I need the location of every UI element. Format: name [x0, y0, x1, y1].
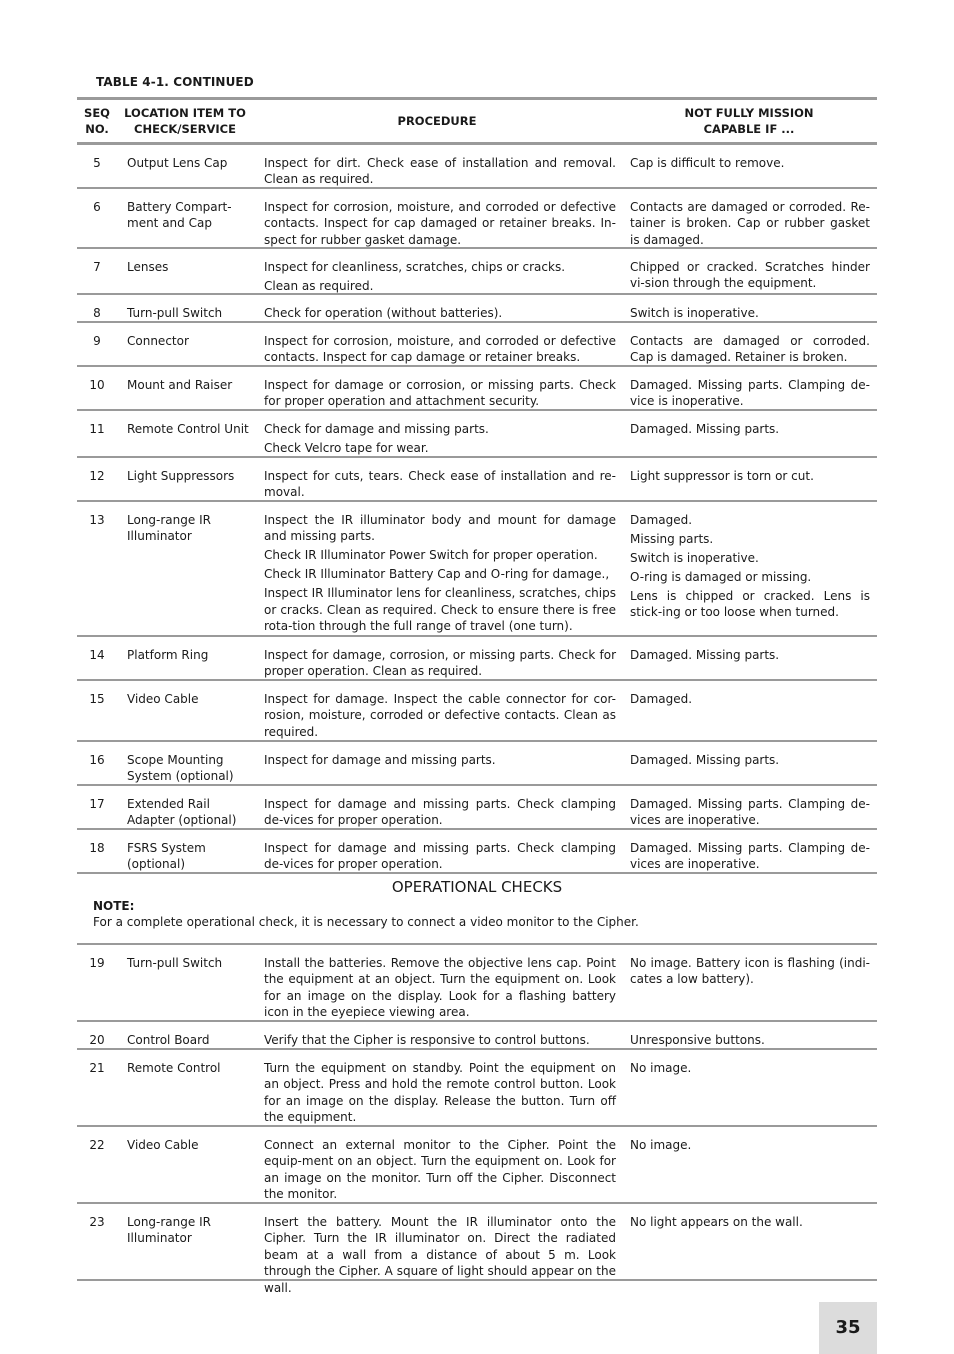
procedure-text: Insert the battery. Mount the IR illuminator onto the Cipher. Turn the IR illuminator on. Direct the radiated beam at a wall from a distance of about 5 m. Look through the Cipher. A square of light should appear on the wall. — [264, 1215, 616, 1295]
location-item: Battery Compart-ment and Cap — [127, 200, 232, 231]
table-row — [77, 681, 877, 742]
table-row — [77, 1204, 877, 1295]
procedure-cell — [264, 155, 616, 188]
procedure-text: Inspect for damage and missing parts. — [264, 753, 496, 767]
seq-number: 17 — [89, 797, 105, 811]
procedure-text: Inspect for damage or corrosion, or missing parts. Check for proper operation and attachment security. — [264, 378, 616, 409]
seq-number: 20 — [89, 1033, 105, 1047]
table-row — [77, 1127, 877, 1204]
procedure-text: Verify that the Cipher is responsive to control buttons. — [264, 1033, 590, 1047]
procedure-text: Inspect for damage and missing parts. Check clamping de-vices for proper operation. — [264, 797, 616, 828]
inspection-rows — [77, 145, 877, 874]
nfmc-text: Contacts are damaged or corroded. Re-tainer is broken. Cap or rubber gasket is damaged. — [630, 200, 870, 247]
nfmc-text: Damaged. — [630, 692, 693, 706]
procedure-cell — [264, 1214, 616, 1296]
procedure-cell — [264, 691, 616, 740]
procedure-cell — [264, 1060, 616, 1126]
header-location: LOCATION ITEM TO CHECK/SERVICE — [124, 106, 246, 136]
nfmc-text: No image. — [630, 1138, 692, 1152]
nfmc-cell — [630, 1060, 870, 1076]
table-row — [77, 830, 877, 874]
note-text: For a complete operational check, it is necessary to connect a video monitor to the Cipher. — [93, 915, 639, 929]
nfmc-text: Damaged. — [630, 513, 693, 527]
nfmc-text: No image. Battery icon is flashing (indi-cates a low battery). — [630, 956, 870, 987]
procedure-text: Inspect for cleanliness, scratches, chips or cracks. — [264, 260, 566, 274]
operational-checks-section — [77, 874, 877, 945]
table-caption: TABLE 4-1. CONTINUED — [96, 75, 254, 89]
location-item: Scope Mounting System (optional) — [127, 753, 234, 784]
table-row — [77, 945, 877, 1022]
location-item: Extended Rail Adapter (optional) — [127, 797, 237, 828]
table-row — [77, 145, 877, 189]
nfmc-text: Damaged. Missing parts. Clamping de-vices are inoperative. — [630, 841, 870, 872]
nfmc-cell — [630, 377, 870, 410]
location-item: Output Lens Cap — [127, 156, 228, 170]
nfmc-text: Contacts are damaged or corroded. Cap is damaged. Retainer is broken. — [630, 334, 870, 365]
procedure-cell — [264, 752, 616, 768]
header-procedure: PROCEDURE — [397, 114, 477, 128]
procedure-text: Inspect for damage, corrosion, or missing parts. Check for proper operation. Clean as required. — [264, 648, 616, 679]
seq-number: 5 — [93, 156, 101, 170]
procedure-cell — [264, 796, 616, 829]
nfmc-text: Damaged. Missing parts. Clamping de-vice is inoperative. — [630, 378, 870, 409]
nfmc-text: Damaged. Missing parts. — [630, 422, 780, 436]
location-item: Connector — [127, 334, 189, 348]
nfmc-text: Damaged. Missing parts. — [630, 648, 780, 662]
nfmc-text: Switch is inoperative. — [630, 306, 759, 320]
procedure-text: Install the batteries. Remove the objective lens cap. Point the equipment at an object. Turn the equipment on. Look for an image on the display. Look for a flashing battery icon in the eyepiece viewing area. — [264, 956, 616, 1020]
table-row — [77, 295, 877, 323]
location-item: Video Cable — [127, 692, 199, 706]
location-item: Turn-pull Switch — [127, 306, 223, 320]
location-item: Long-range IR Illuminator — [127, 513, 211, 544]
nfmc-cell — [630, 1032, 870, 1048]
location-item: Light Suppressors — [127, 469, 235, 483]
location-item: Lenses — [127, 260, 169, 274]
nfmc-cell — [630, 333, 870, 366]
header-nfmc: NOT FULLY MISSION CAPABLE IF ... — [684, 106, 814, 136]
procedure-text: Check IR Illuminator Battery Cap and O-ring for damage., — [264, 567, 610, 582]
location-item: Remote Control Unit — [127, 422, 249, 436]
nfmc-cell — [630, 955, 870, 988]
nfmc-text: Unresponsive buttons. — [630, 1033, 765, 1047]
seq-number: 6 — [93, 200, 101, 214]
nfmc-text: Damaged. Missing parts. Clamping de-vices are inoperative. — [630, 797, 870, 828]
table-row — [77, 323, 877, 367]
nfmc-text: No image. — [630, 1061, 692, 1075]
procedure-cell — [264, 305, 616, 321]
page-number: 35 — [835, 1317, 861, 1338]
seq-number: 22 — [89, 1138, 105, 1152]
procedure-cell — [264, 647, 616, 680]
seq-number: 16 — [89, 753, 105, 767]
nfmc-text: Switch is inoperative. — [630, 551, 759, 565]
procedure-text: Inspect for cuts, tears. Check ease of installation and re-moval. — [264, 469, 616, 500]
procedure-cell — [264, 421, 616, 456]
procedure-text: Turn the equipment on standby. Point the equipment on an object. Press and hold the remote control button. Look for an image on the display. Release the button. Turn off the equipment. — [264, 1061, 616, 1125]
seq-number: 14 — [89, 648, 105, 662]
procedure-cell — [264, 199, 616, 248]
operational-rows — [77, 945, 877, 1295]
table-header — [77, 97, 877, 145]
location-item: Remote Control — [127, 1061, 221, 1075]
table-row — [77, 786, 877, 830]
procedure-cell — [264, 512, 616, 635]
table-row — [77, 189, 877, 249]
location-item: Video Cable — [127, 1138, 199, 1152]
procedure-cell — [264, 840, 616, 873]
table-row — [77, 249, 877, 295]
location-item: Turn-pull Switch — [127, 956, 223, 970]
nfmc-cell — [630, 752, 870, 768]
procedure-text: Inspect for corrosion, moisture, and corroded or defective contacts. Inspect for cap damaged or retainer breaks. In-spect for rubber gasket damage. — [264, 200, 616, 247]
seq-number: 7 — [93, 260, 101, 274]
header-seq: SEQ NO. — [84, 106, 110, 136]
seq-number: 10 — [89, 378, 105, 392]
maintenance-table — [77, 97, 877, 1295]
seq-number: 18 — [89, 841, 105, 855]
procedure-cell — [264, 259, 616, 294]
procedure-text: Inspect the IR illuminator body and mount for damage and missing parts. — [264, 513, 616, 544]
nfmc-text: No light appears on the wall. — [630, 1215, 803, 1229]
table-row — [77, 458, 877, 502]
seq-number: 8 — [93, 306, 101, 320]
nfmc-text: O-ring is damaged or missing. — [630, 570, 812, 584]
procedure-text: Inspect for dirt. Check ease of installation and removal. Clean as required. — [264, 156, 616, 187]
nfmc-text: Damaged. Missing parts. — [630, 753, 780, 767]
table-row — [77, 742, 877, 786]
note-label: NOTE: — [93, 899, 135, 913]
procedure-cell — [264, 468, 616, 501]
procedure-cell — [264, 955, 616, 1021]
seq-number: 23 — [89, 1215, 105, 1229]
nfmc-cell — [630, 259, 870, 292]
table-row — [77, 1022, 877, 1050]
nfmc-cell — [630, 796, 870, 829]
procedure-text: Inspect IR Illuminator lens for cleanliness, scratches, chips or cracks. Clean as required. Check to ensure there is free rota-tion through the full range of travel (one turn). — [264, 586, 616, 634]
nfmc-cell — [630, 199, 870, 248]
nfmc-cell — [630, 647, 870, 663]
section-title: OPERATIONAL CHECKS — [391, 878, 563, 896]
procedure-text: Inspect for corrosion, moisture, and corroded or defective contacts. Inspect for cap damage or retainer breaks. — [264, 334, 616, 365]
procedure-text: Check for damage and missing parts. — [264, 422, 489, 436]
location-item: Mount and Raiser — [127, 378, 233, 392]
nfmc-cell — [630, 155, 870, 171]
location-item: Platform Ring — [127, 648, 209, 662]
seq-number: 21 — [89, 1061, 105, 1075]
nfmc-text: Cap is difficult to remove. — [630, 156, 785, 170]
nfmc-text: Lens is chipped or cracked. Lens is stick-ing or too loose when turned. — [630, 589, 870, 620]
procedure-cell — [264, 1137, 616, 1203]
procedure-text: Inspect for damage and missing parts. Check clamping de-vices for proper operation. — [264, 841, 616, 872]
procedure-text: Connect an external monitor to the Cipher. Point the equip-ment on an object. Turn the equipment on. Look for an image on the monitor. Turn off the Cipher. Disconnect the monitor. — [264, 1138, 616, 1202]
table-row — [77, 637, 877, 681]
procedure-cell — [264, 377, 616, 410]
seq-number: 13 — [89, 513, 105, 527]
procedure-text: Check for operation (without batteries). — [264, 306, 503, 320]
nfmc-text: Light suppressor is torn or cut. — [630, 469, 814, 483]
location-item: Long-range IR Illuminator — [127, 1215, 211, 1246]
table-row — [77, 411, 877, 458]
nfmc-cell — [630, 468, 870, 484]
location-item: Control Board — [127, 1033, 210, 1047]
nfmc-text: Chipped or cracked. Scratches hinder vi-sion through the equipment. — [630, 260, 870, 291]
table-row — [77, 1050, 877, 1127]
nfmc-cell — [630, 421, 870, 437]
nfmc-cell — [630, 305, 870, 321]
location-item: FSRS System (optional) — [127, 841, 206, 872]
procedure-text: Check IR Illuminator Power Switch for proper operation. — [264, 548, 598, 563]
nfmc-cell — [630, 691, 870, 707]
page-number-box — [819, 1302, 877, 1354]
seq-number: 11 — [89, 422, 105, 436]
nfmc-cell — [630, 840, 870, 873]
nfmc-cell — [630, 1137, 870, 1153]
nfmc-text: Missing parts. — [630, 532, 714, 546]
nfmc-cell — [630, 512, 870, 621]
seq-number: 9 — [93, 334, 101, 348]
seq-number: 12 — [89, 469, 105, 483]
procedure-cell — [264, 333, 616, 366]
table-row — [77, 502, 877, 637]
nfmc-cell — [630, 1214, 870, 1230]
procedure-text: Clean as required. — [264, 279, 374, 293]
procedure-cell — [264, 1032, 616, 1048]
procedure-text: Check Velcro tape for wear. — [264, 441, 429, 455]
table-row — [77, 367, 877, 411]
seq-number: 19 — [89, 956, 105, 970]
procedure-text: Inspect for damage. Inspect the cable connector for cor-rosion, moisture, corroded or defective contacts. Clean as required. — [264, 692, 616, 739]
seq-number: 15 — [89, 692, 105, 706]
